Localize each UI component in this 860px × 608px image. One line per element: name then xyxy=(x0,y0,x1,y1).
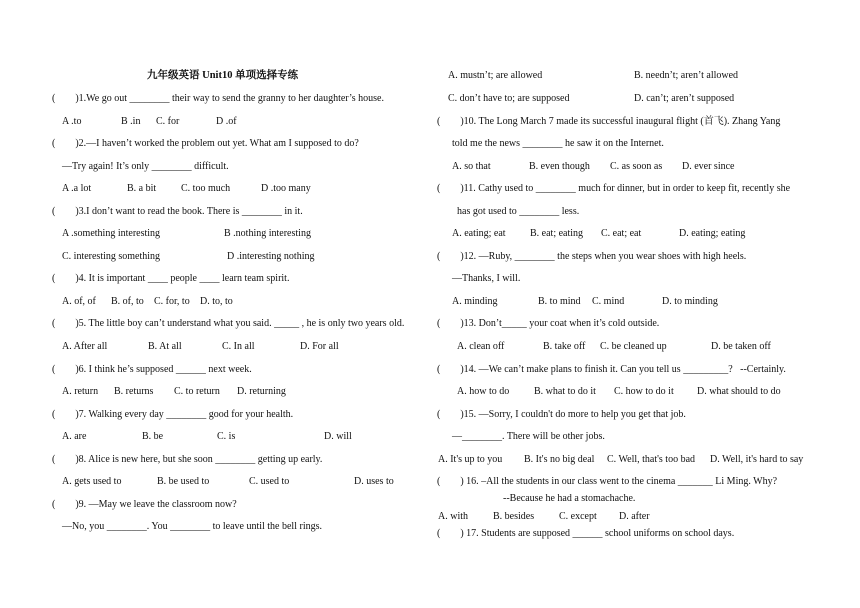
q6-option-b: B. returns xyxy=(114,386,154,397)
question-11-line-2: has got used to ________ less. xyxy=(457,206,580,217)
q2-option-b: B. a bit xyxy=(127,183,157,194)
q5-option-c: C. In all xyxy=(222,341,255,352)
q10-option-d: D. ever since xyxy=(682,161,735,172)
q1-option-d: D .of xyxy=(216,116,237,127)
question-4: ( )4. It is important ____ people ____ learn team spirit. xyxy=(52,273,290,284)
q13-option-a: A. clean off xyxy=(457,341,505,352)
q11-option-d: D. eating; eating xyxy=(679,228,746,239)
q5-option-d: D. For all xyxy=(300,341,339,352)
q2-option-c: C. too much xyxy=(181,183,231,194)
q4-option-c: C. for, to xyxy=(154,296,190,307)
q7-option-d: D. will xyxy=(324,431,352,442)
q12-option-a: A. minding xyxy=(452,296,498,307)
question-9: ( )9. —May we leave the classroom now? xyxy=(52,499,237,510)
question-2: ( )2.—I haven’t worked the problem out yet. What am I supposed to do? xyxy=(52,138,359,149)
q10-option-a: A. so that xyxy=(452,161,491,172)
q14-option-b: B. what to do it xyxy=(534,386,596,397)
q12-option-d: D. to minding xyxy=(662,296,718,307)
question-16: ( ) 16. –All the students in our class went to the cinema _______ Li Ming. Why? xyxy=(437,476,778,487)
q14-option-a: A. how to do xyxy=(457,386,510,397)
question-17: ( ) 17. Students are supposed ______ school uniforms on school days. xyxy=(437,528,735,539)
q6-option-a: A. return xyxy=(62,386,99,397)
q7-option-a: A. are xyxy=(62,431,87,442)
q12-option-c: C. mind xyxy=(592,296,625,307)
q11-option-b: B. eat; eating xyxy=(530,228,584,239)
page-title: 九年级英语 Unit10 单项选择专练 xyxy=(147,70,299,81)
q4-option-a: A. of, of xyxy=(62,296,96,307)
q15-option-d: D. Well, it's hard to say xyxy=(710,454,804,465)
q16-option-c: C. except xyxy=(559,511,597,522)
q9-option-d: D. can’t; aren’t supposed xyxy=(634,93,735,104)
q9-option-a: A. mustn’t; are allowed xyxy=(448,70,543,81)
q1-option-c: C. for xyxy=(156,116,180,127)
q9-option-c: C. don’t have to; are supposed xyxy=(448,93,570,104)
q15-option-c: C. Well, that's too bad xyxy=(607,454,696,465)
question-2-line-2: —Try again! It’s only ________ difficult. xyxy=(62,161,229,172)
q3-option-b: B .nothing interesting xyxy=(224,228,311,239)
q7-option-c: C. is xyxy=(217,431,236,442)
q10-option-c: C. as soon as xyxy=(610,161,663,172)
q14-option-c: C. how to do it xyxy=(614,386,674,397)
q16-option-a: A. with xyxy=(438,511,468,522)
question-6: ( )6. I think he’s supposed ______ next week. xyxy=(52,364,252,375)
q13-option-d: D. be taken off xyxy=(711,341,771,352)
q4-option-d: D. to, to xyxy=(200,296,233,307)
q14-option-d: D. what should to do xyxy=(697,386,781,397)
q3-option-d: D .interesting nothing xyxy=(227,251,315,262)
q2-option-a: A .a lot xyxy=(62,183,92,194)
q11-option-a: A. eating; eat xyxy=(452,228,506,239)
q10-option-b: B. even though xyxy=(529,161,590,172)
question-10: ( )10. The Long March 7 made its successful inaugural flight (首飞). Zhang Yang xyxy=(437,116,781,127)
question-9-line-2: —No, you ________. You ________ to leave until the bell rings. xyxy=(62,521,322,532)
q13-option-b: B. take off xyxy=(543,341,586,352)
question-12-line-2: —Thanks, I will. xyxy=(452,273,521,284)
question-16-line-2: --Because he had a stomachache. xyxy=(503,493,636,504)
question-3: ( )3.I don’t want to read the book. There is ________ in it. xyxy=(52,206,303,217)
question-14: ( )14. —We can’t make plans to finish it. Can you tell us _________? --Certainly. xyxy=(437,364,786,375)
q6-option-d: D. returning xyxy=(237,386,286,397)
q8-option-c: C. used to xyxy=(249,476,290,487)
question-5: ( )5. The little boy can’t understand what you said. _____ , he is only two years old. xyxy=(52,318,405,329)
q4-option-b: B. of, to xyxy=(111,296,144,307)
q9-option-b: B. needn’t; aren’t allowed xyxy=(634,70,739,81)
q15-option-b: B. It's no big deal xyxy=(524,454,595,465)
q12-option-b: B. to mind xyxy=(538,296,581,307)
q2-option-d: D .too many xyxy=(261,183,311,194)
q8-option-a: A. gets used to xyxy=(62,476,122,487)
q11-option-c: C. eat; eat xyxy=(601,228,642,239)
q8-option-d: D. uses to xyxy=(354,476,394,487)
q5-option-a: A. After all xyxy=(62,341,108,352)
question-8: ( )8. Alice is new here, but she soon ________ getting up early. xyxy=(52,454,323,465)
q5-option-b: B. At all xyxy=(148,341,182,352)
q15-option-a: A. It's up to you xyxy=(438,454,503,465)
question-13: ( )13. Don’t_____ your coat when it’s cold outside. xyxy=(437,318,660,329)
q6-option-c: C. to return xyxy=(174,386,220,397)
question-15-line-2: —________. There will be other jobs. xyxy=(452,431,605,442)
q1-option-a: A .to xyxy=(62,116,82,127)
q16-option-d: D. after xyxy=(619,511,650,522)
q1-option-b: B .in xyxy=(121,116,141,127)
q7-option-b: B. be xyxy=(142,431,164,442)
q8-option-b: B. be used to xyxy=(157,476,210,487)
q3-option-a: A .something interesting xyxy=(62,228,161,239)
q16-option-b: B. besides xyxy=(493,511,535,522)
question-7: ( )7. Walking every day ________ good for your health. xyxy=(52,409,294,420)
question-1: ( )1.We go out ________ their way to send the granny to her daughter’s house. xyxy=(52,93,384,104)
question-15: ( )15. —Sorry, I couldn't do more to help you get that job. xyxy=(437,409,686,420)
question-12: ( )12. —Ruby, ________ the steps when you wear shoes with high heels. xyxy=(437,251,747,262)
question-10-line-2: told me the news ________ he saw it on the Internet. xyxy=(452,138,664,149)
q3-option-c: C. interesting something xyxy=(62,251,161,262)
question-11: ( )11. Cathy used to ________ much for dinner, but in order to keep fit, recently she xyxy=(437,183,791,194)
q13-option-c: C. be cleaned up xyxy=(600,341,667,352)
